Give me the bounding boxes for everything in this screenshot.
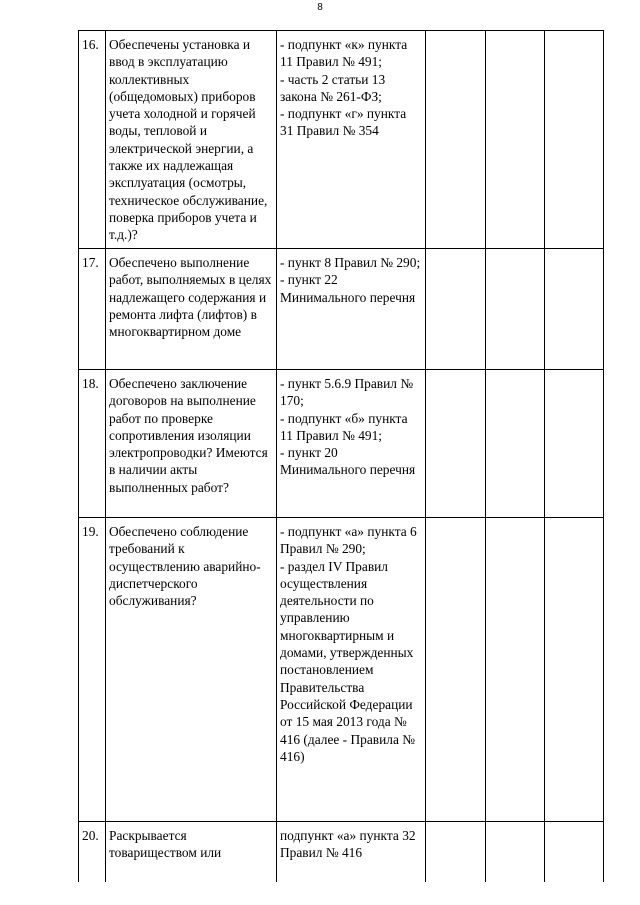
answer-na-cell — [545, 31, 604, 249]
row-number: 16. — [79, 31, 106, 249]
legal-references — [277, 31, 426, 249]
requirement-question: Обеспечено выполнение работ, выполняемых в целях надлежащего содержания и ремонта лифта (лифтов) в многоквартирном доме — [106, 249, 277, 370]
row-number: 17. — [79, 249, 106, 370]
requirement-question: Обеспечены установка и ввод в эксплуатацию коллективных (общедомовых) приборов учета холодной и горячей воды, тепловой и электрической энергии, а также их надлежащая эксплуатация (осмотры, техническое обслуживание, поверка приборов учета и т.д.)? — [106, 31, 277, 249]
answer-yes-cell — [426, 518, 486, 822]
row-number: 18. — [79, 370, 106, 518]
page-number: 8 — [317, 2, 323, 13]
legal-reference: - пункт 22 Минимального перечня — [280, 272, 416, 305]
answer-yes-cell — [426, 822, 486, 883]
legal-reference: - пункт 20 Минимального перечня — [280, 445, 416, 478]
answer-yes-cell — [426, 31, 486, 249]
legal-reference: - подпункт «а» пункта 6 Правил № 290; — [280, 524, 417, 557]
requirement-question: Раскрывается товариществом или — [106, 822, 277, 883]
legal-reference: - подпункт «б» пункта 11 Правил № 491; — [280, 410, 408, 443]
answer-no-cell — [486, 518, 545, 822]
answer-na-cell — [545, 822, 604, 883]
answer-no-cell — [486, 31, 545, 249]
legal-references — [277, 822, 426, 883]
requirement-question: Обеспечено заключение договоров на выполнение работ по проверке сопротивления изоляции электропроводки? Имеются в наличии акты выполненных работ? — [106, 370, 277, 518]
row-number: 19. — [79, 518, 106, 822]
legal-references — [277, 249, 426, 370]
table-row — [79, 822, 604, 883]
legal-reference: подпункт «а» пункта 32 Правил № 416 — [280, 828, 416, 861]
answer-yes-cell — [426, 370, 486, 518]
legal-reference: - часть 2 статьи 13 закона № 261-ФЗ; — [280, 71, 386, 104]
row-number: 20. — [79, 822, 106, 883]
answer-na-cell — [545, 370, 604, 518]
legal-references — [277, 370, 426, 518]
legal-references — [277, 518, 426, 822]
legal-reference: - пункт 8 Правил № 290; — [280, 255, 421, 270]
table-row — [79, 249, 604, 370]
requirements-checklist-table — [78, 30, 604, 882]
answer-na-cell — [545, 249, 604, 370]
legal-reference: - раздел IV Правил осуществления деятельности по управлению многоквартирным и домами, утвержденных постановлением Правительства Российской Федерации от 15 мая 2013 года № 416 (далее - Правила № 416) — [280, 558, 416, 764]
answer-no-cell — [486, 822, 545, 883]
legal-reference: - подпункт «г» пункта 31 Правил № 354 — [280, 106, 407, 139]
legal-reference: - подпункт «к» пункта 11 Правил № 491; — [280, 37, 408, 70]
answer-no-cell — [486, 370, 545, 518]
legal-reference: - пункт 5.6.9 Правил № 170; — [280, 376, 414, 409]
table-row — [79, 518, 604, 822]
answer-na-cell — [545, 518, 604, 822]
table-row — [79, 370, 604, 518]
table-row — [79, 31, 604, 249]
requirement-question: Обеспечено соблюдение требований к осуществлению аварийно-диспетчерского обслуживания? — [106, 518, 277, 822]
answer-yes-cell — [426, 249, 486, 370]
answer-no-cell — [486, 249, 545, 370]
